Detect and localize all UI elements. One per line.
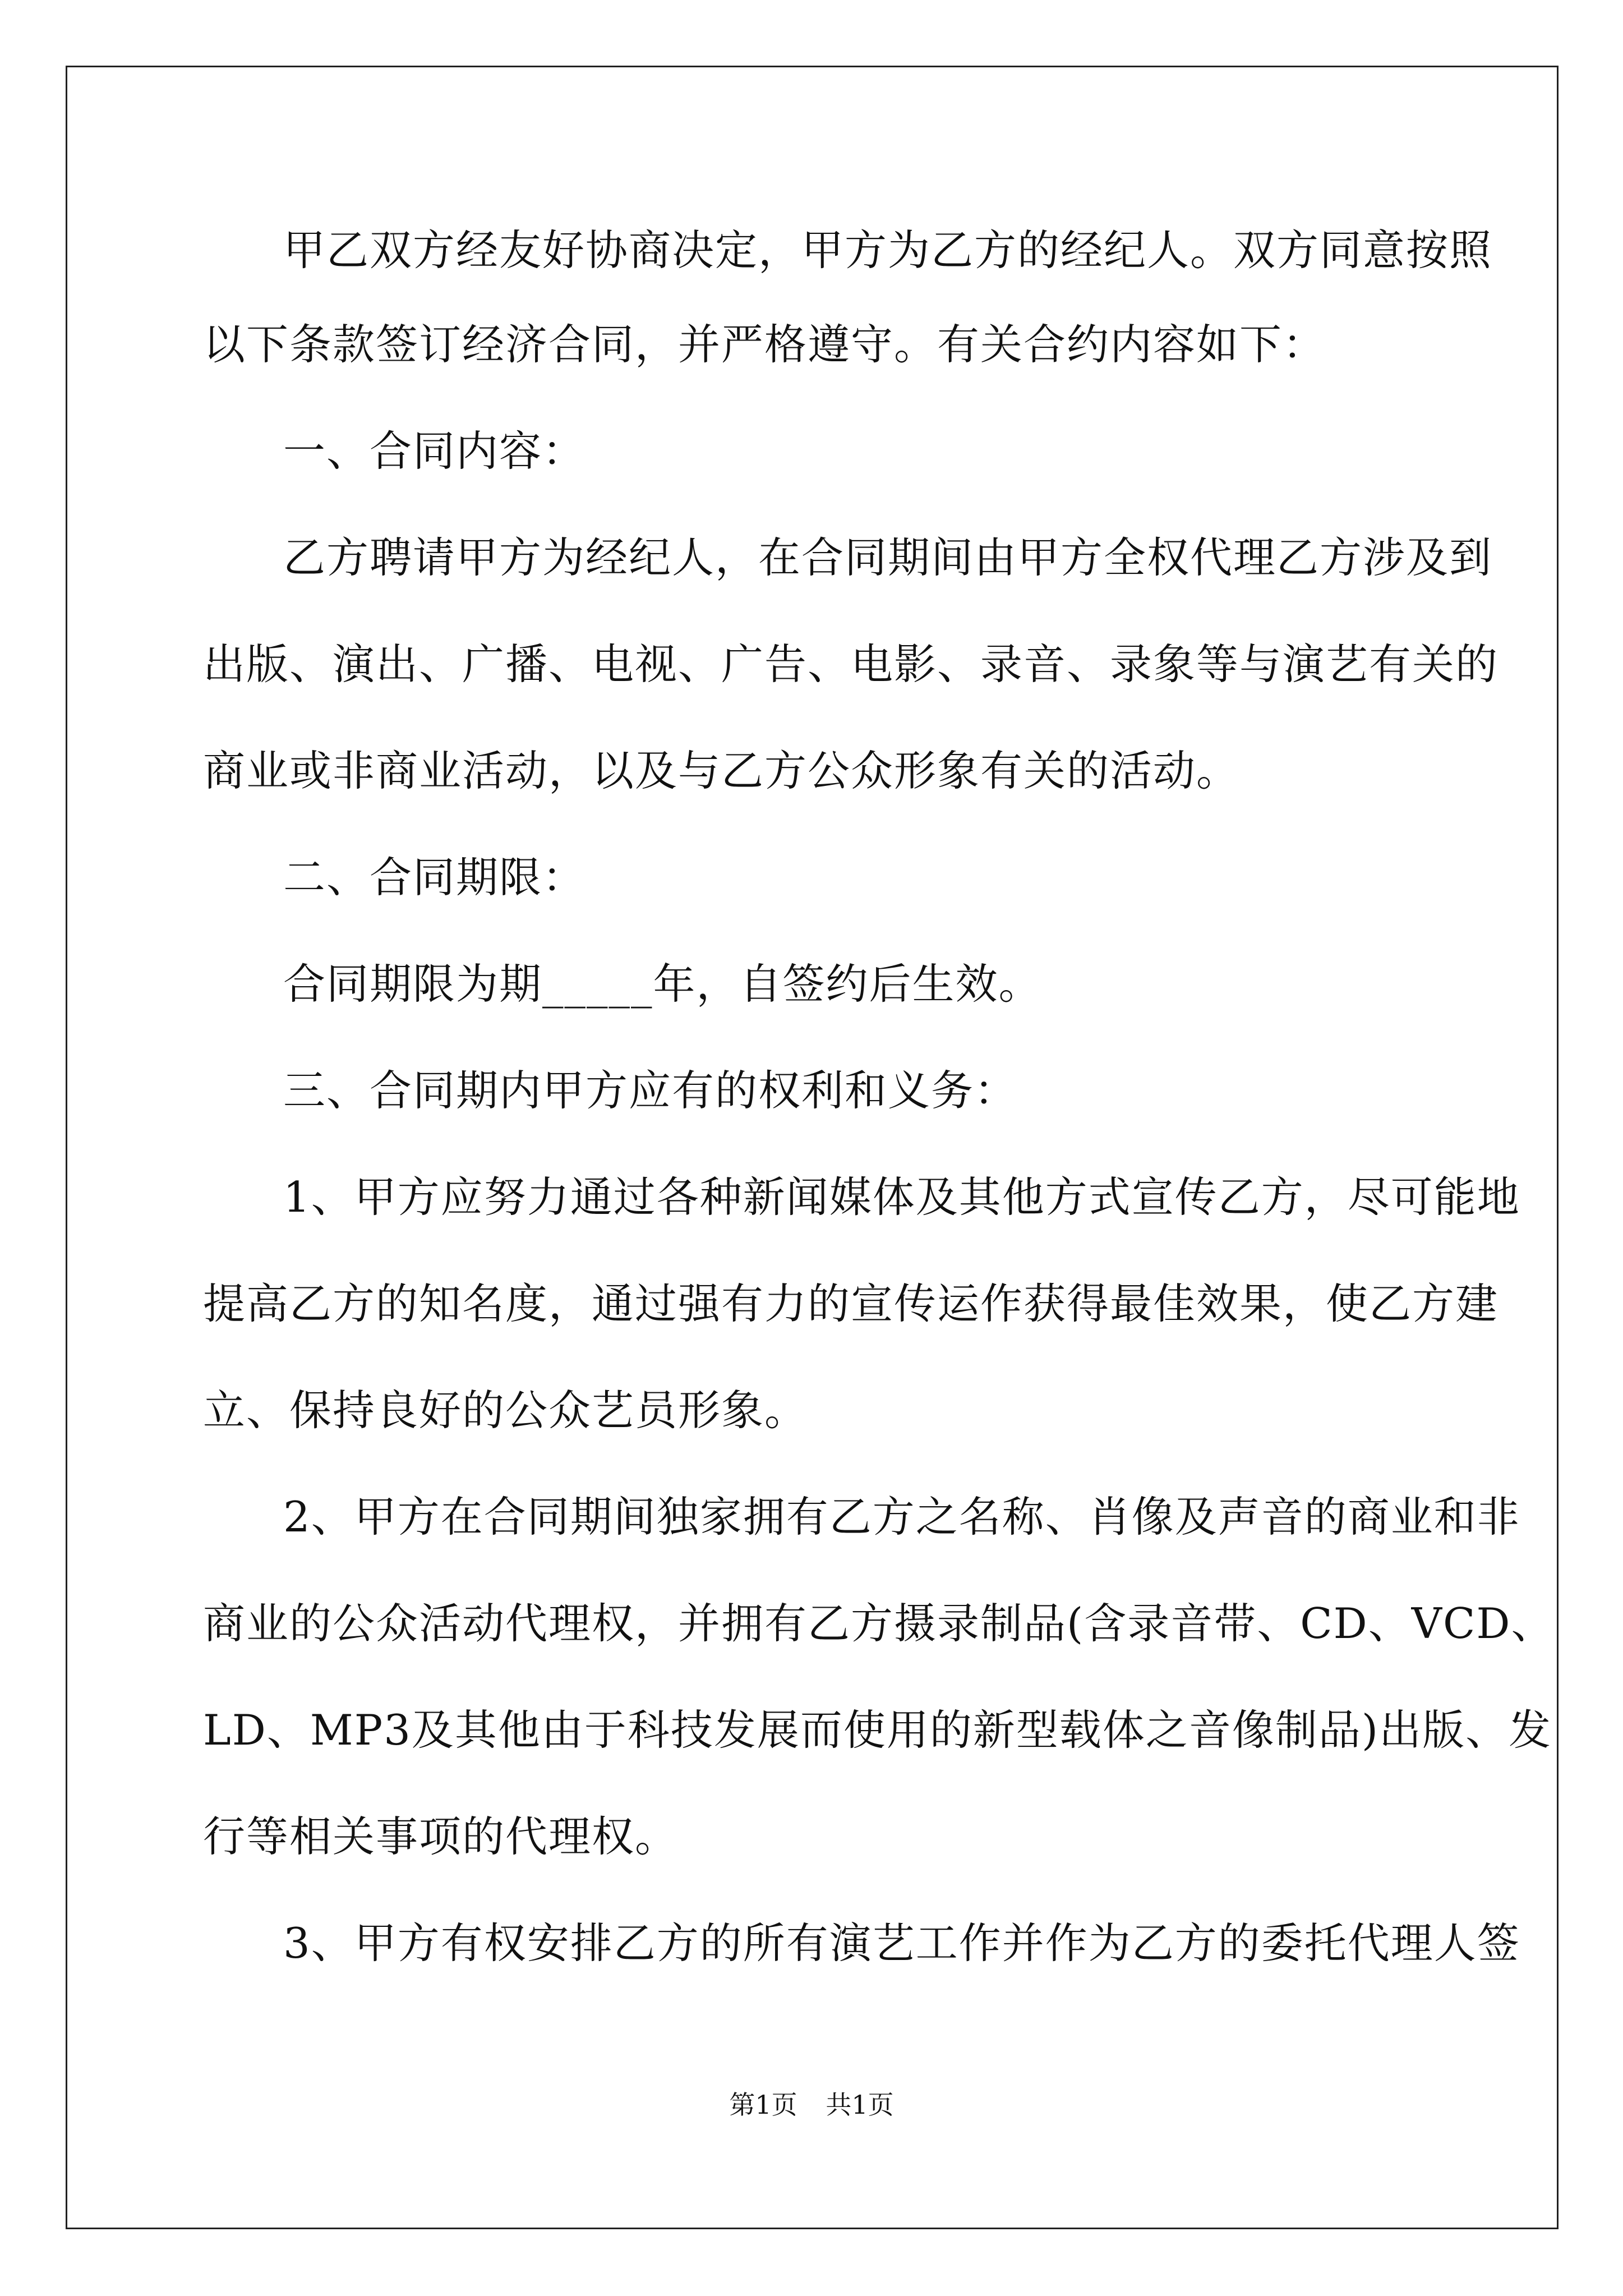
- text-line-12: 立、保持良好的公众艺员形象。: [203, 1386, 808, 1435]
- page-border: [66, 66, 1559, 2229]
- text-line-2: 以下条款签订经济合同，并严格遵守。有关合约内容如下：: [203, 320, 1326, 369]
- text-line-16: 行等相关事项的代理权。: [203, 1812, 679, 1861]
- text-line-14: 商业的公众活动代理权，并拥有乙方摄录制品(含录音带、CD、VCD、: [203, 1599, 1555, 1648]
- text-line-17: 3、甲方有权安排乙方的所有演艺工作并作为乙方的委托代理人签: [283, 1918, 1520, 1968]
- text-line-4: 乙方聘请甲方为经纪人，在合同期间由甲方全权代理乙方涉及到: [283, 533, 1493, 582]
- page-footer: [0, 2088, 1623, 2122]
- text-line-8: 合同期限为期_____年，自签约后生效。: [283, 959, 1042, 1009]
- page-number-total: 共1页: [826, 2090, 894, 2120]
- text-line-11: 提高乙方的知名度，通过强有力的宣传运作获得最佳效果，使乙方建: [203, 1279, 1499, 1328]
- text-line-5: 出版、演出、广播、电视、广告、电影、录音、录象等与演艺有关的: [203, 639, 1499, 689]
- section-heading-2: 二、合同期限：: [283, 853, 586, 902]
- text-line-15: LD、MP3及其他由于科技发展而使用的新型载体之音像制品)出版、发: [203, 1705, 1552, 1755]
- text-line-13: 2、甲方在合同期间独家拥有乙方之名称、肖像及声音的商业和非: [283, 1492, 1520, 1542]
- section-heading-3: 三、合同期内甲方应有的权利和义务：: [283, 1066, 1018, 1115]
- text-line-10: 1、甲方应努力通过各种新闻媒体及其他方式宣传乙方，尽可能地: [283, 1172, 1520, 1222]
- text-line-6: 商业或非商业活动，以及与乙方公众形象有关的活动。: [203, 746, 1240, 795]
- page-number-current: 第1页: [729, 2090, 797, 2120]
- section-heading-1: 一、合同内容：: [283, 426, 586, 476]
- text-line-1: 甲乙双方经友好协商决定，甲方为乙方的经纪人。双方同意按照: [283, 226, 1493, 275]
